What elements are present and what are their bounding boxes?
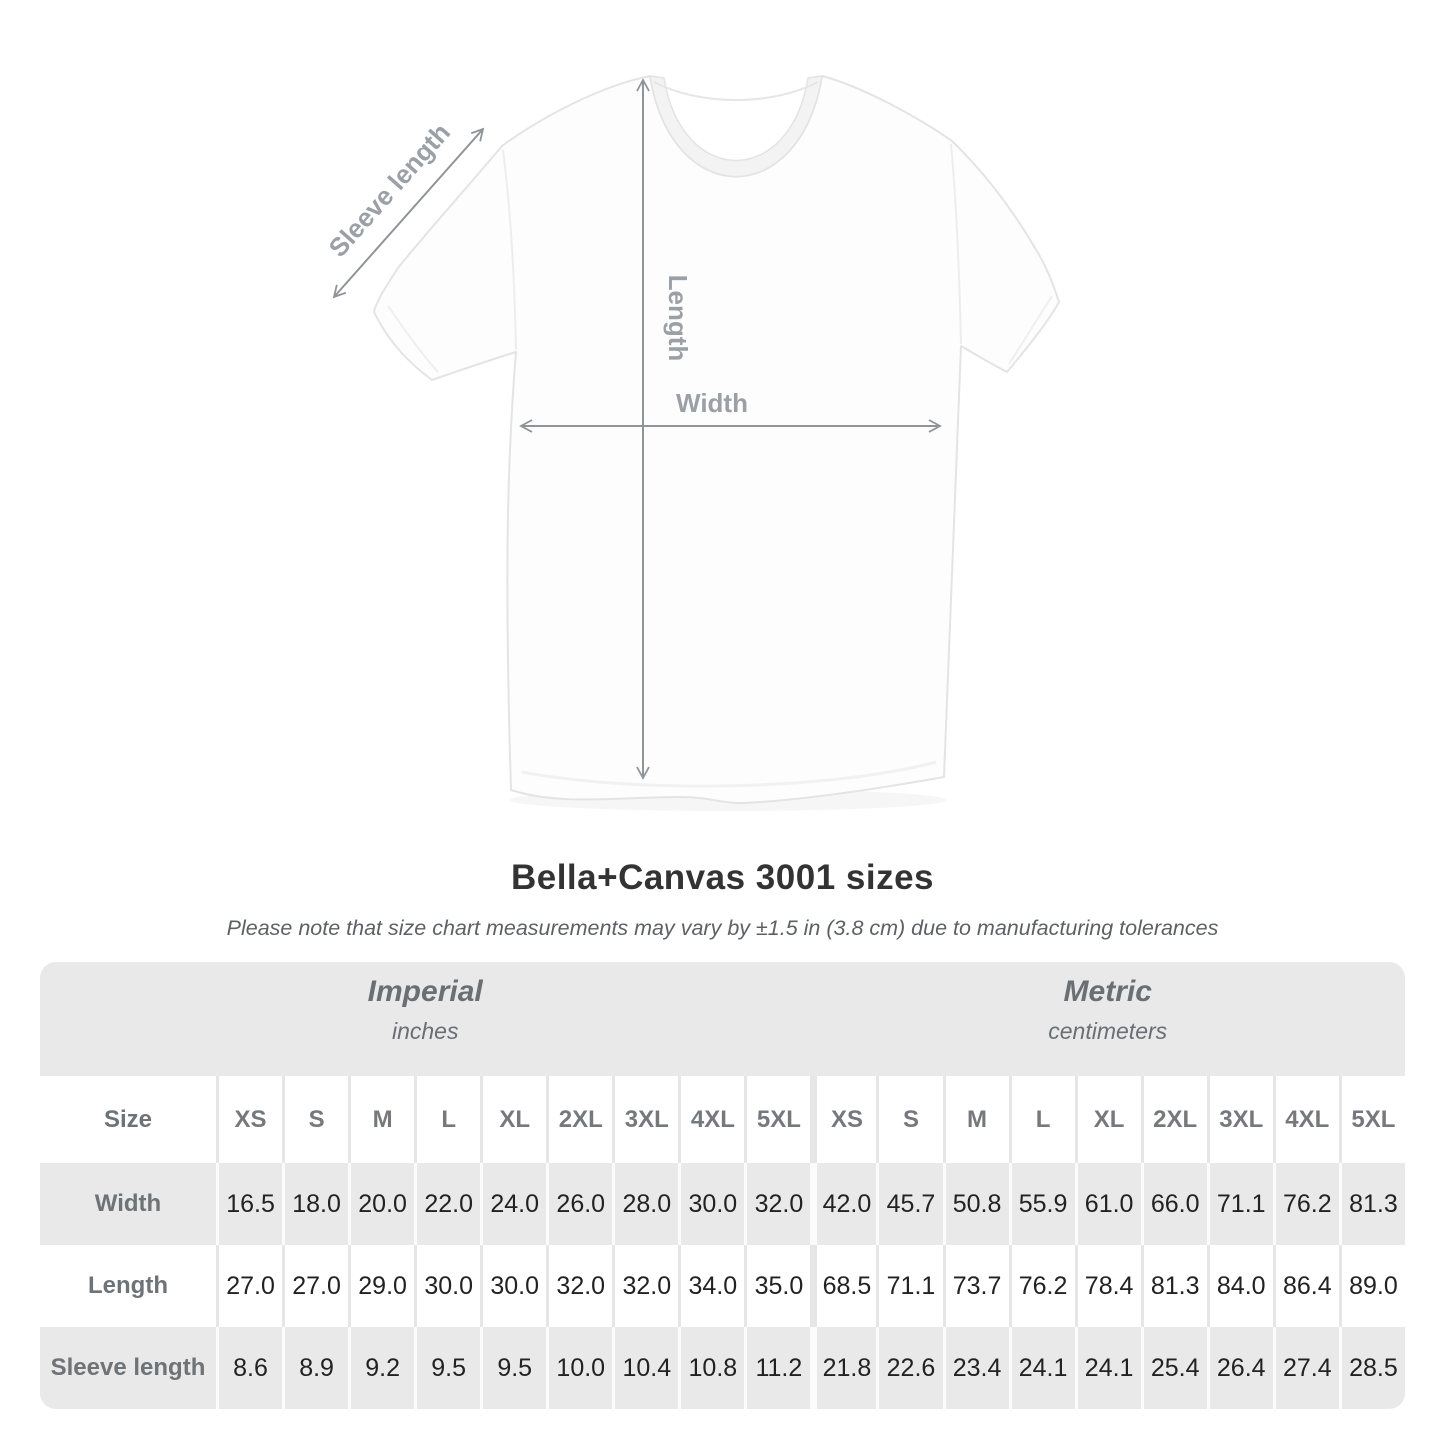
value-cell: 11.2 bbox=[744, 1327, 810, 1409]
value-cell: 8.6 bbox=[216, 1327, 282, 1409]
value-cell: 28.5 bbox=[1339, 1327, 1405, 1409]
value-cell: 29.0 bbox=[348, 1245, 414, 1327]
metric-group-header bbox=[810, 962, 1405, 1076]
value-cell: 21.8 bbox=[810, 1327, 876, 1409]
value-cell: 24.0 bbox=[480, 1163, 546, 1245]
value-cell: 73.7 bbox=[943, 1245, 1009, 1327]
value-cell: 24.1 bbox=[1075, 1327, 1141, 1409]
value-cell: 71.1 bbox=[876, 1245, 942, 1327]
value-cell: 9.5 bbox=[414, 1327, 480, 1409]
size-header: XS bbox=[216, 1076, 282, 1163]
row-label-sleeve-length: Sleeve length bbox=[40, 1327, 216, 1409]
value-cell: 26.0 bbox=[546, 1163, 612, 1245]
value-cell: 84.0 bbox=[1207, 1245, 1273, 1327]
imperial-unit: inches bbox=[391, 1018, 459, 1044]
metric-unit: centimeters bbox=[1048, 1018, 1168, 1044]
value-cell: 25.4 bbox=[1141, 1327, 1207, 1409]
value-cell: 26.4 bbox=[1207, 1327, 1273, 1409]
value-cell: 30.0 bbox=[678, 1163, 744, 1245]
value-cell: 78.4 bbox=[1075, 1245, 1141, 1327]
unit-group-header-row bbox=[40, 962, 1405, 1076]
sleeve-length-annotation: Sleeve length bbox=[322, 117, 457, 263]
width-annotation: Width bbox=[676, 388, 748, 418]
sleeve-length-row bbox=[40, 1327, 1405, 1409]
value-cell: 42.0 bbox=[810, 1163, 876, 1245]
length-annotation: Length bbox=[663, 274, 693, 362]
value-cell: 10.0 bbox=[546, 1327, 612, 1409]
value-cell: 22.0 bbox=[414, 1163, 480, 1245]
value-cell: 22.6 bbox=[876, 1327, 942, 1409]
value-cell: 76.2 bbox=[1273, 1163, 1339, 1245]
value-cell: 27.0 bbox=[282, 1245, 348, 1327]
value-cell: 32.0 bbox=[744, 1163, 810, 1245]
size-chart bbox=[40, 962, 1405, 1409]
size-header: S bbox=[876, 1076, 942, 1163]
size-header: 2XL bbox=[1141, 1076, 1207, 1163]
value-cell: 16.5 bbox=[216, 1163, 282, 1245]
size-header: M bbox=[943, 1076, 1009, 1163]
size-header: 4XL bbox=[1273, 1076, 1339, 1163]
size-chart-table bbox=[40, 962, 1405, 1409]
size-header: S bbox=[282, 1076, 348, 1163]
value-cell: 18.0 bbox=[282, 1163, 348, 1245]
value-cell: 9.2 bbox=[348, 1327, 414, 1409]
length-row bbox=[40, 1245, 1405, 1327]
size-header: 5XL bbox=[1339, 1076, 1405, 1163]
value-cell: 10.4 bbox=[612, 1327, 678, 1409]
value-cell: 30.0 bbox=[480, 1245, 546, 1327]
metric-label: Metric bbox=[1063, 975, 1152, 1008]
value-cell: 50.8 bbox=[943, 1163, 1009, 1245]
imperial-group-header bbox=[40, 962, 810, 1076]
size-header: 3XL bbox=[1207, 1076, 1273, 1163]
size-header: 4XL bbox=[678, 1076, 744, 1163]
size-header: M bbox=[348, 1076, 414, 1163]
size-header: L bbox=[1009, 1076, 1075, 1163]
size-header: 5XL bbox=[744, 1076, 810, 1163]
value-cell: 27.0 bbox=[216, 1245, 282, 1327]
size-header: XS bbox=[810, 1076, 876, 1163]
size-header: XL bbox=[1075, 1076, 1141, 1163]
value-cell: 34.0 bbox=[678, 1245, 744, 1327]
value-cell: 81.3 bbox=[1339, 1163, 1405, 1245]
size-column-header: Size bbox=[40, 1076, 216, 1163]
size-header: 3XL bbox=[612, 1076, 678, 1163]
value-cell: 68.5 bbox=[810, 1245, 876, 1327]
value-cell: 10.8 bbox=[678, 1327, 744, 1409]
value-cell: 71.1 bbox=[1207, 1163, 1273, 1245]
value-cell: 89.0 bbox=[1339, 1245, 1405, 1327]
value-cell: 61.0 bbox=[1075, 1163, 1141, 1245]
value-cell: 32.0 bbox=[612, 1245, 678, 1327]
value-cell: 9.5 bbox=[480, 1327, 546, 1409]
value-cell: 55.9 bbox=[1009, 1163, 1075, 1245]
width-row bbox=[40, 1163, 1405, 1245]
size-header: L bbox=[414, 1076, 480, 1163]
value-cell: 66.0 bbox=[1141, 1163, 1207, 1245]
tshirt-illustration bbox=[374, 76, 1059, 803]
value-cell: 24.1 bbox=[1009, 1327, 1075, 1409]
row-label-length: Length bbox=[40, 1245, 216, 1327]
value-cell: 20.0 bbox=[348, 1163, 414, 1245]
value-cell: 23.4 bbox=[943, 1327, 1009, 1409]
value-cell: 28.0 bbox=[612, 1163, 678, 1245]
value-cell: 45.7 bbox=[876, 1163, 942, 1245]
size-header: XL bbox=[480, 1076, 546, 1163]
size-header: 2XL bbox=[546, 1076, 612, 1163]
value-cell: 76.2 bbox=[1009, 1245, 1075, 1327]
value-cell: 32.0 bbox=[546, 1245, 612, 1327]
size-header-row bbox=[40, 1076, 1405, 1163]
value-cell: 86.4 bbox=[1273, 1245, 1339, 1327]
value-cell: 8.9 bbox=[282, 1327, 348, 1409]
value-cell: 30.0 bbox=[414, 1245, 480, 1327]
tolerance-note: Please note that size chart measurements may vary by ±1.5 in (3.8 cm) due to manufacturing tolerances bbox=[226, 916, 1219, 940]
value-cell: 81.3 bbox=[1141, 1245, 1207, 1327]
row-label-width: Width bbox=[40, 1163, 216, 1245]
imperial-label: Imperial bbox=[367, 975, 483, 1008]
value-cell: 35.0 bbox=[744, 1245, 810, 1327]
value-cell: 27.4 bbox=[1273, 1327, 1339, 1409]
page-title: Bella+Canvas 3001 sizes bbox=[510, 858, 935, 897]
